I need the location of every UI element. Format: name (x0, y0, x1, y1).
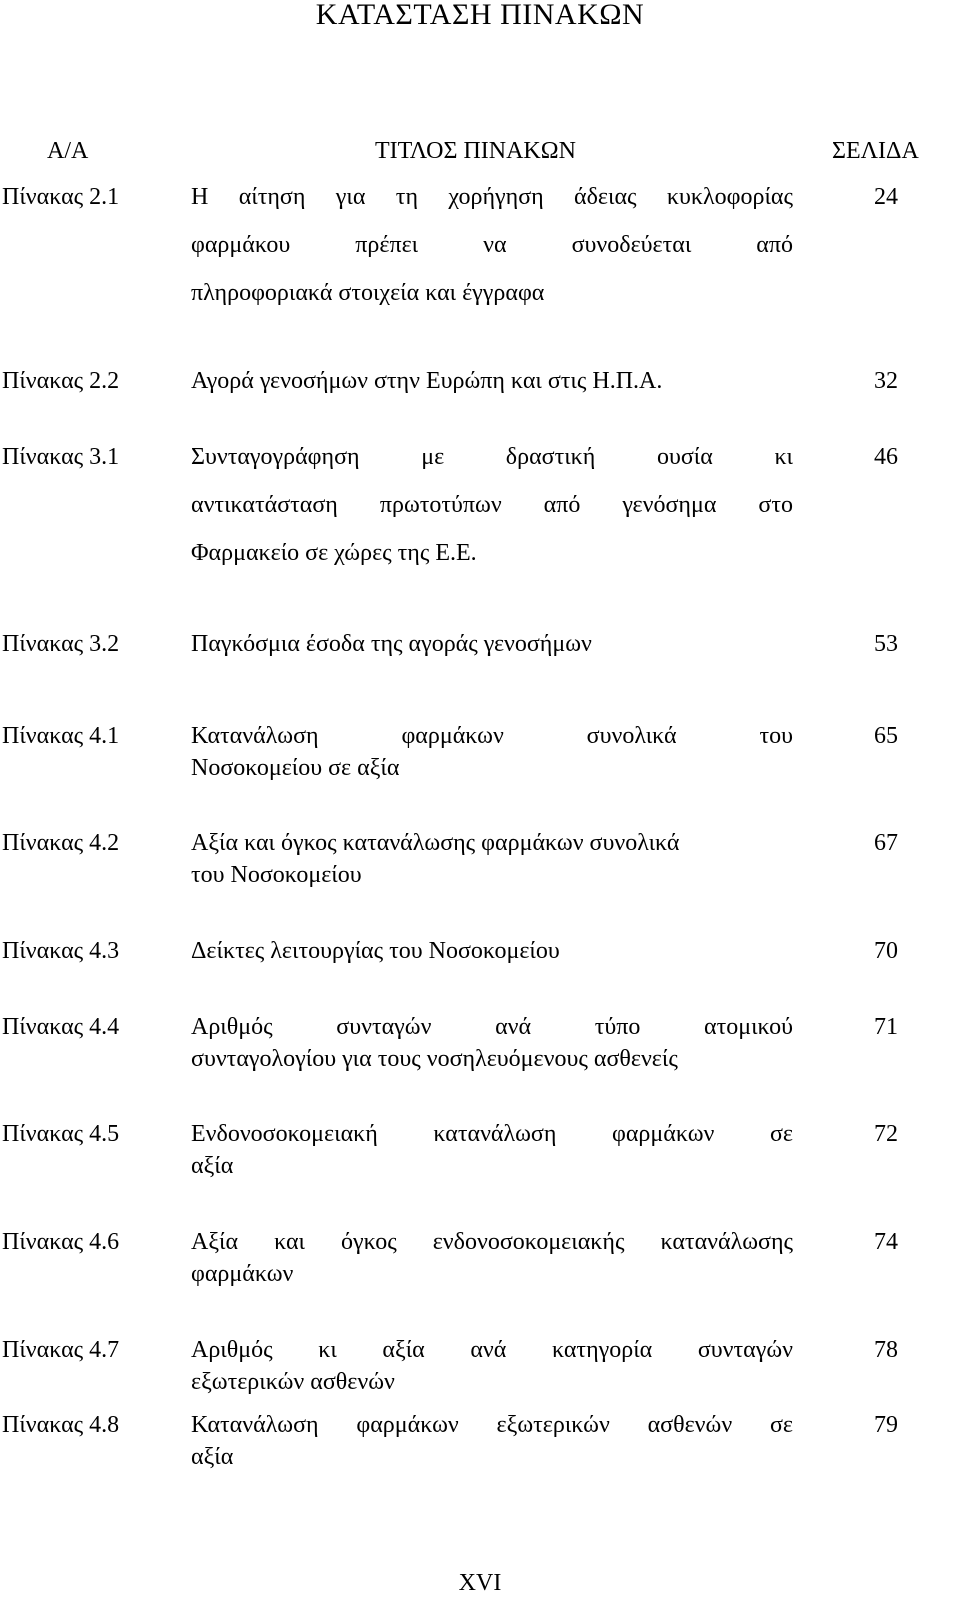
table-title-line: Δείκτες λειτουργίας του Νοσοκομείου (191, 938, 560, 964)
column-header-page: ΣΕΛΙΔΑ (832, 138, 919, 164)
table-title-line: συνταγολογίου για τους νοσηλευόμενους ασθενείς (191, 1046, 678, 1072)
table-title-line: αντικατάσταση πρωτοτύπων από γενόσημα στο (191, 492, 793, 518)
page-number: 46 (874, 444, 898, 470)
table-title-line: του Νοσοκομείου (191, 862, 362, 888)
table-label: Πίνακας 4.7 (2, 1337, 120, 1363)
table-title-line: Φαρμακείο σε χώρες της Ε.Ε. (191, 540, 477, 566)
table-label: Πίνακας 4.5 (2, 1121, 120, 1147)
table-title (191, 1228, 793, 1290)
table-title-line: Κατανάλωση φαρμάκων εξωτερικών ασθενών σε (191, 1412, 793, 1438)
table-title (191, 443, 793, 577)
table-label: Πίνακας 2.1 (2, 184, 120, 210)
table-title-line: φαρμάκων (191, 1261, 294, 1287)
page-title: ΚΑΤΑΣΤΑΣΗ ΠΙΝΑΚΩΝ (315, 0, 645, 31)
table-title (191, 829, 793, 891)
table-title-line: Κατανάλωση φαρμάκων συνολικά του (191, 723, 793, 749)
table-title-line: Αξία και όγκος ενδονοσοκομειακής κατανάλωσης (191, 1229, 793, 1255)
table-title-line: Παγκόσμια έσοδα της αγοράς γενοσήμων (191, 631, 592, 657)
table-title (191, 630, 793, 658)
page-number: 70 (874, 938, 898, 964)
page-number: 78 (874, 1337, 898, 1363)
page-number: 67 (874, 830, 898, 856)
table-label: Πίνακας 4.3 (2, 938, 120, 964)
table-title (191, 1411, 793, 1473)
table-title-line: πληροφοριακά στοιχεία και έγγραφα (191, 280, 545, 306)
table-label: Πίνακας 2.2 (2, 368, 120, 394)
table-label: Πίνακας 4.1 (2, 723, 120, 749)
table-title-line: Αριθμός συνταγών ανά τύπο ατομικού (191, 1014, 793, 1040)
table-title-line: Αριθμός κι αξία ανά κατηγορία συνταγών (191, 1337, 793, 1363)
table-label: Πίνακας 4.8 (2, 1412, 120, 1438)
table-title-line: Αγορά γενοσήμων στην Ευρώπη και στις Η.Π.Α. (191, 368, 663, 394)
table-title (191, 183, 793, 317)
page-number: 65 (874, 723, 898, 749)
table-title-line: αξία (191, 1153, 234, 1179)
table-title-line: Η αίτηση για τη χορήγηση άδειας κυκλοφορίας (191, 184, 793, 210)
page-number: 32 (874, 368, 898, 394)
page-number: 79 (874, 1412, 898, 1438)
footer-page-number: XVI (458, 1570, 502, 1596)
table-title-line: Ενδονοσοκομειακή κατανάλωση φαρμάκων σε (191, 1121, 793, 1147)
table-title (191, 1120, 793, 1182)
table-title (191, 722, 793, 784)
table-title (191, 937, 793, 965)
table-title-line: αξία (191, 1444, 234, 1470)
table-title-line: Αξία και όγκος κατανάλωσης φαρμάκων συνολικά (191, 830, 680, 856)
page-number: 74 (874, 1229, 898, 1255)
page-number: 24 (874, 184, 898, 210)
table-label: Πίνακας 4.6 (2, 1229, 120, 1255)
page-number: 71 (874, 1014, 898, 1040)
table-title (191, 1336, 793, 1398)
table-label: Πίνακας 3.1 (2, 444, 120, 470)
table-title-line: εξωτερικών ασθενών (191, 1369, 395, 1395)
column-header-aa: Α/Α (47, 138, 89, 164)
table-title-line: Συνταγογράφηση με δραστική ουσία κι (191, 444, 793, 470)
table-label: Πίνακας 4.2 (2, 830, 120, 856)
table-title (191, 1013, 793, 1075)
table-title-line: Νοσοκομείου σε αξία (191, 755, 400, 781)
page-number: 72 (874, 1121, 898, 1147)
table-label: Πίνακας 4.4 (2, 1014, 120, 1040)
table-label: Πίνακας 3.2 (2, 631, 120, 657)
column-header-title: ΤΙΤΛΟΣ ΠΙΝΑΚΩΝ (375, 138, 576, 164)
table-title (191, 367, 793, 395)
table-title-line: φαρμάκου πρέπει να συνοδεύεται από (191, 232, 793, 258)
page-number: 53 (874, 631, 898, 657)
